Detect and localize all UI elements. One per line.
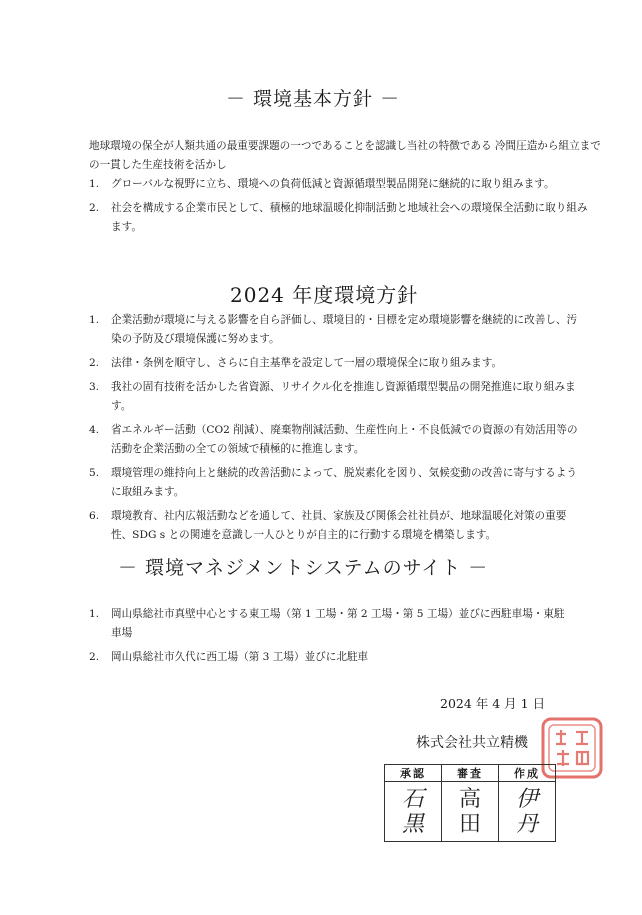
basic-policy-title: － 環境基本方針 － (226, 88, 401, 110)
ems-sites-title: － 環境マネジメントシステムのサイト － (118, 557, 489, 579)
item-number: 2. (89, 357, 100, 369)
item-text: 環境教育、社内広報活動などを通して、社員、家族及び関係会社社員が、地球温暖化対策の重要性、SDG s との関連を意識し一人ひとりが自主的に行動する環境を構築します。 (111, 510, 567, 541)
list-item (89, 507, 579, 545)
ems-sites-list (89, 605, 569, 672)
list-item (89, 421, 579, 459)
list-item (89, 199, 589, 237)
item-text: 環境管理の維持向上と継続的改善活動によって、脱炭素化を図り、気候変動の改善に寄与するように取組みます。 (111, 467, 577, 498)
author-header: 作成 (499, 765, 556, 782)
item-text: 法律・条例を順守し、さらに自主基準を設定して一層の環境保全に取り組みます。 (111, 357, 503, 369)
item-number: 6. (89, 510, 100, 522)
approval-header: 承認 (385, 765, 442, 782)
list-item (89, 378, 579, 416)
basic-policy-intro: 地球環境の保全が人類共通の最重要課題の一つであることを認識し当社の特徴である 冷間圧造から組立までの一貫した生産技術を活かし (89, 140, 601, 171)
item-number: 2. (89, 202, 100, 214)
annual-policy-list (89, 311, 579, 550)
item-text: 省エネルギー活動（CO2 削減）、廃棄物削減活動、生産性向上・不良低減での資源の有効活用等の活動を企業活動の全ての領域で積極的に推進します。 (111, 424, 578, 455)
item-number: 1. (89, 608, 100, 620)
item-text: 岡山県総社市久代に西工場（第 3 工場）並びに北駐車 (111, 651, 369, 663)
company-name: 株式会社共立精機 (416, 735, 528, 751)
list-item (89, 354, 579, 373)
item-number: 1. (89, 178, 100, 190)
approver-signature: 石 黒 (385, 782, 442, 842)
review-header: 審査 (442, 765, 499, 782)
list-item (89, 464, 579, 502)
basic-policy-list (89, 175, 589, 242)
annual-policy-title: 2024 年度環境方針 (230, 283, 419, 307)
list-item (89, 175, 589, 194)
item-number: 5. (89, 467, 100, 479)
approval-stamp-table (384, 764, 556, 842)
item-number: 1. (89, 314, 100, 326)
list-item (89, 648, 569, 667)
list-item (89, 605, 569, 643)
item-number: 4. (89, 424, 100, 436)
author-signature: 伊 丹 (499, 782, 556, 842)
item-text: 岡山県総社市真壁中心とする東工場（第 1 工場・第 2 工場・第 5 工場）並びに西駐車場・東駐車場 (111, 608, 565, 639)
item-text: 我社の固有技術を活かした省資源、リサイクル化を推進し資源循環型製品の開発推進に取り組みます。 (111, 381, 576, 412)
list-item (89, 311, 579, 349)
reviewer-signature: 高 田 (442, 782, 499, 842)
item-number: 3. (89, 381, 100, 393)
item-text: 社会を構成する企業市民として、積極的地球温暖化抑制活動と地域社会への環境保全活動に取り組みます。 (111, 202, 588, 233)
item-number: 2. (89, 651, 100, 663)
item-text: 企業活動が環境に与える影響を自ら評価し、環境目的・目標を定め環境影響を継続的に改善し、汚染の予防及び環境保護に努めます。 (111, 314, 578, 345)
issue-date: 2024 年 4 月 1 日 (440, 696, 546, 711)
item-text: グローバルな視野に立ち、環境への負荷低減と資源循環型製品開発に継続的に取り組みます。 (111, 178, 555, 190)
